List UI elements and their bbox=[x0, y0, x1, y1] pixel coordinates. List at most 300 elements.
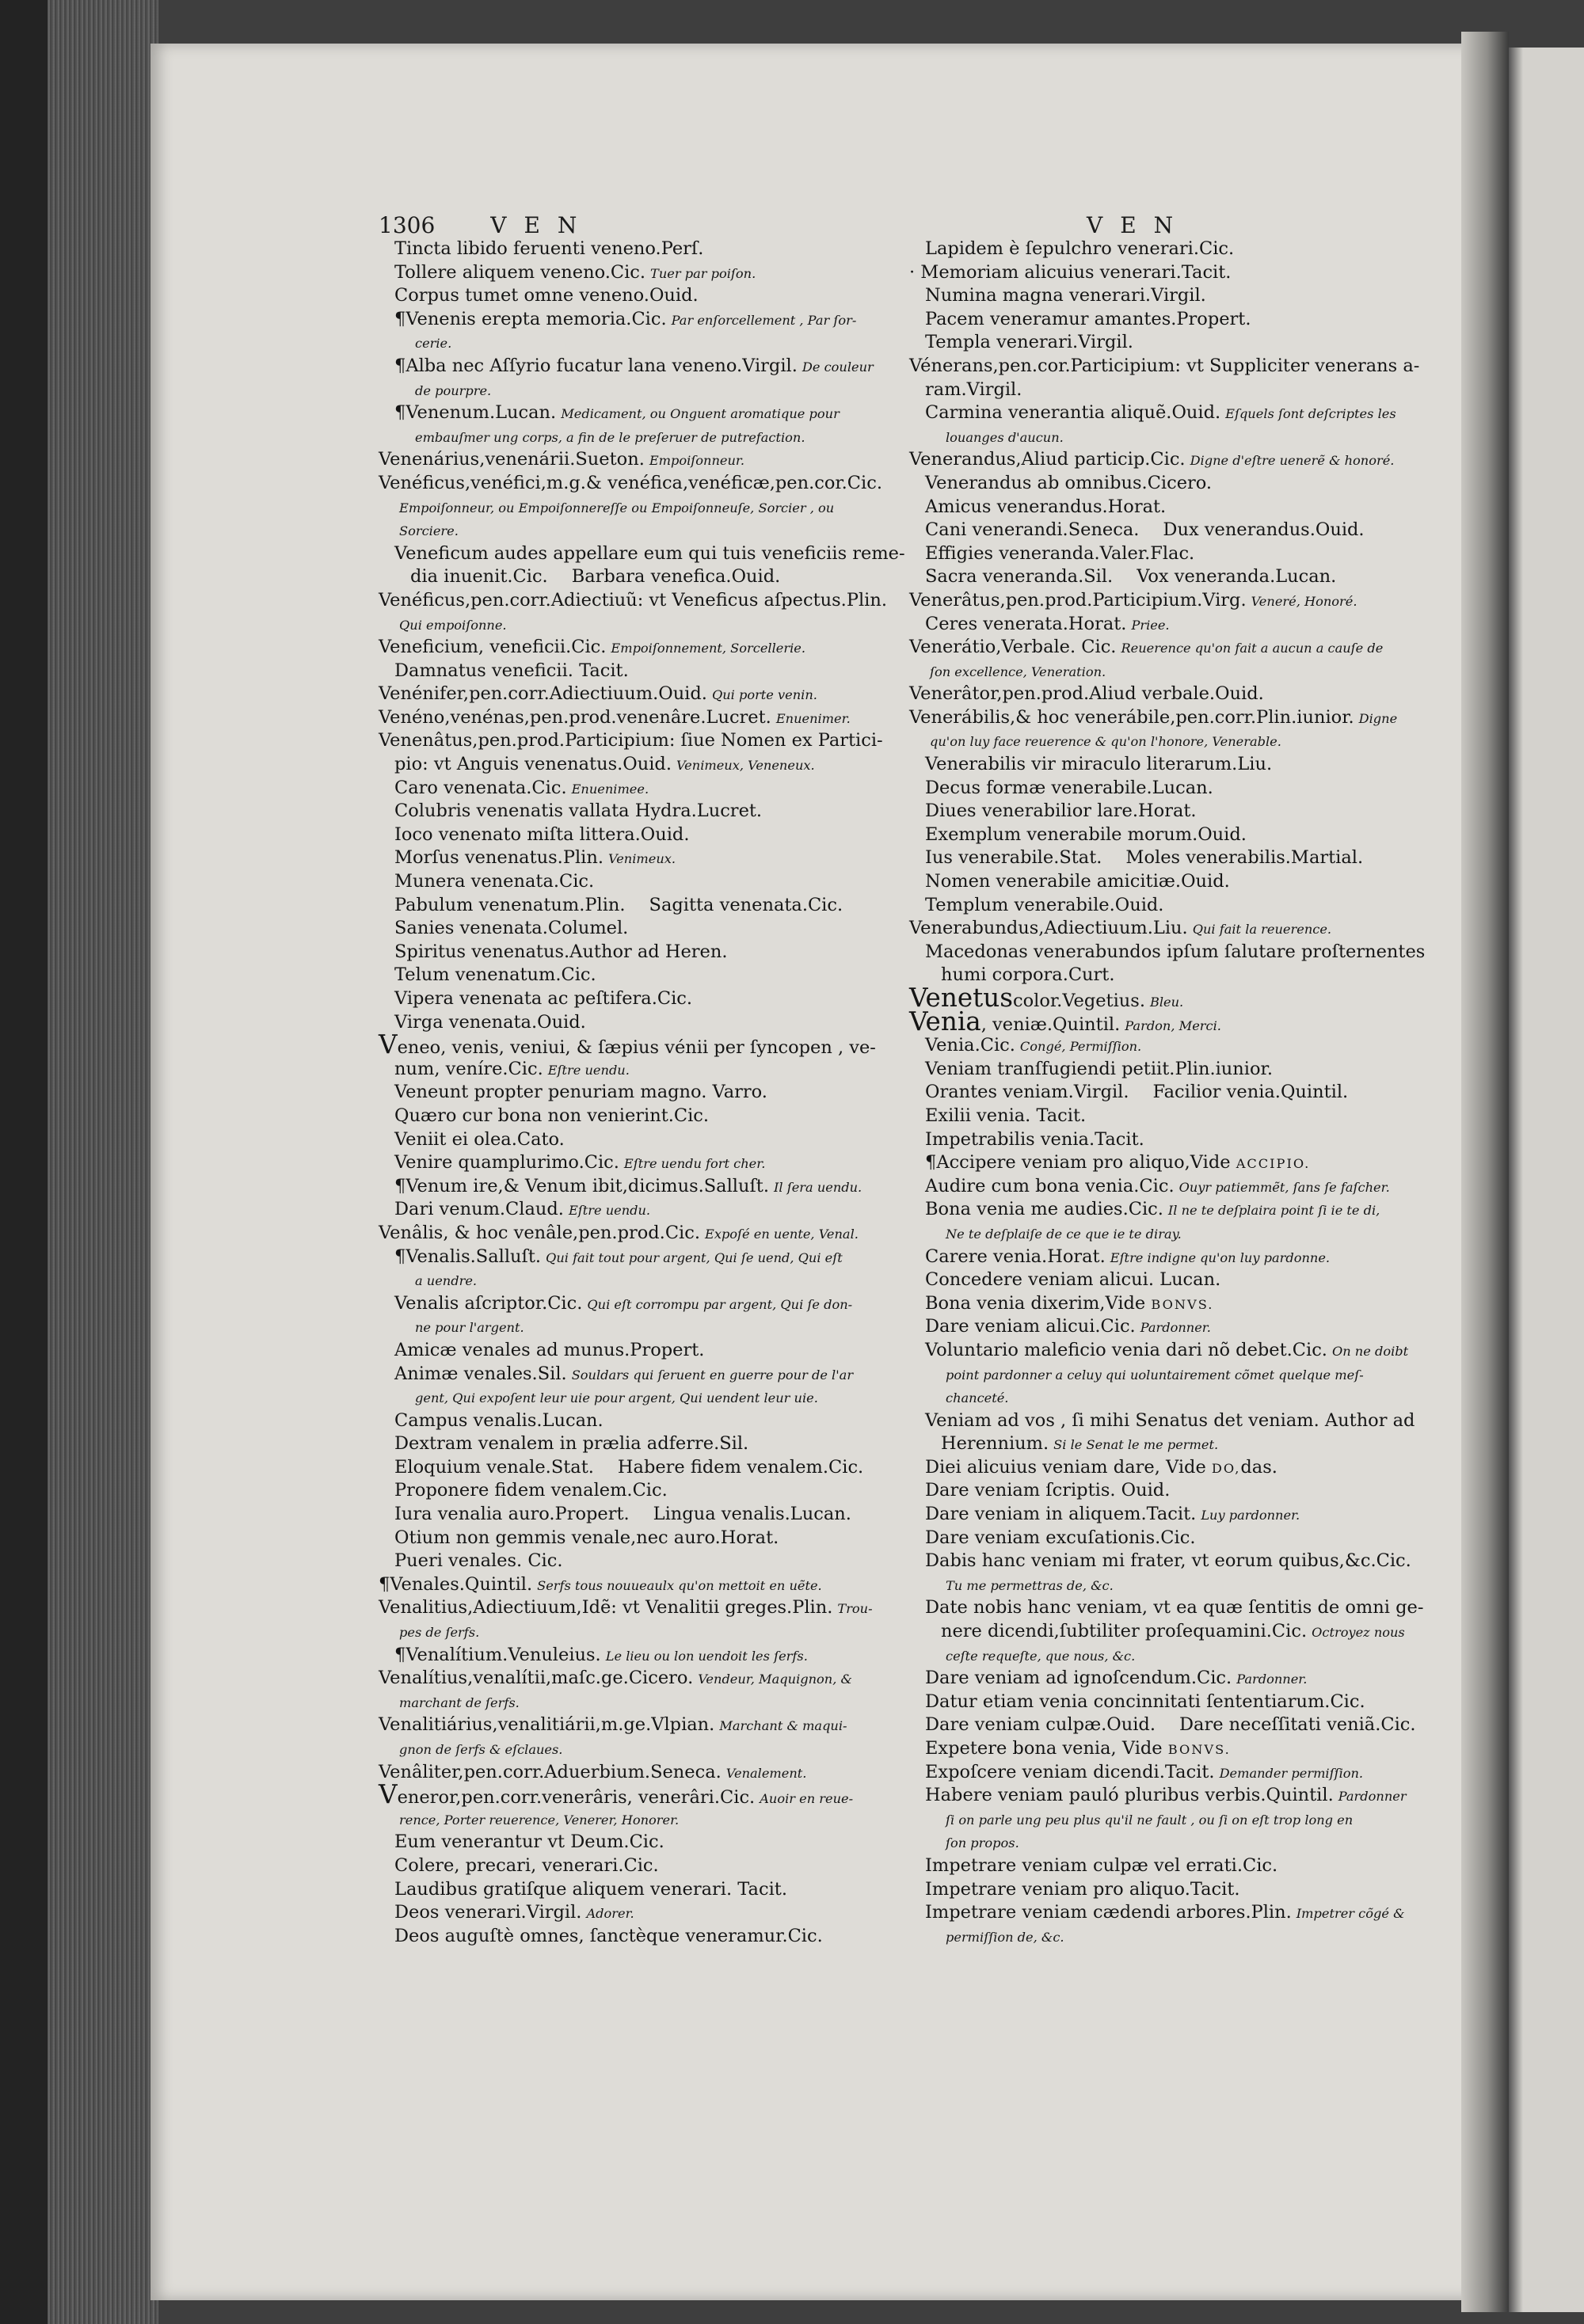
entry-french-gloss: permiſſion de, &c. bbox=[946, 1929, 1064, 1945]
entry-line bbox=[909, 1620, 1440, 1644]
entry-latin: Deos auguſtè omnes, ſanctèque veneramur.Cic. bbox=[394, 1925, 823, 1946]
entry-latin: Diei alicuius veniam dare, Vide bbox=[925, 1456, 1206, 1478]
entry-cross-ref: BONVS. bbox=[1167, 1742, 1231, 1757]
entry-line bbox=[909, 1128, 1440, 1152]
entry-french-gloss: On ne doibt bbox=[1331, 1343, 1409, 1359]
running-head-right-text: VEN bbox=[1087, 212, 1191, 238]
entry-cross-ref: ACCIPIO. bbox=[1236, 1156, 1311, 1172]
entry-line bbox=[909, 1691, 1440, 1714]
entry-line bbox=[379, 1854, 893, 1878]
entry-french-gloss: Il ſera uendu. bbox=[774, 1179, 862, 1195]
entry-latin: Pabulum venenatum.Plin. bbox=[394, 894, 626, 915]
entry-line bbox=[909, 706, 1440, 730]
entry-line bbox=[379, 1292, 893, 1316]
entry-latin: humi corpora.Curt. bbox=[941, 964, 1115, 986]
entry-line bbox=[909, 1386, 1440, 1409]
entry-initial: Venetus bbox=[909, 983, 1013, 1013]
entry-latin: Venalitius,Adiectiuum,Idẽ: vt Venalitii greges.Plin. bbox=[379, 1597, 833, 1618]
entry-line bbox=[909, 1315, 1440, 1339]
entry-line bbox=[379, 1339, 893, 1363]
entry-line bbox=[909, 355, 1440, 378]
entry-line bbox=[379, 1081, 893, 1105]
entry-line bbox=[909, 1175, 1440, 1199]
entry-latin: Dare veniam ad ignoſcendum.Cic. bbox=[925, 1668, 1232, 1689]
running-head-right bbox=[1087, 212, 1190, 238]
entry-line bbox=[909, 1831, 1440, 1854]
entry-latin: Deos venerari.Virgil. bbox=[394, 1902, 582, 1923]
entry-latin: ¶Venalítium.Venuleius. bbox=[394, 1644, 601, 1665]
entry-latin-second: Lingua venalis.Lucan. bbox=[653, 1504, 851, 1525]
entry-french-gloss: Si le Senat le me permet. bbox=[1053, 1437, 1219, 1453]
entry-line bbox=[379, 777, 893, 801]
entry-line bbox=[379, 1691, 893, 1714]
entry-line bbox=[379, 355, 893, 378]
entry-latin: Veniam tranſfugiendi petiit.Plin.iunior. bbox=[925, 1058, 1273, 1079]
entry-french-gloss: Ne te deſplaiſe de ce que ie te diray. bbox=[946, 1226, 1182, 1242]
entry-latin: Vénerans,pen.cor.Participium: vt Suppliciter venerans a- bbox=[909, 355, 1420, 376]
entry-line bbox=[379, 613, 893, 637]
entry-line bbox=[379, 1409, 893, 1433]
entry-latin: Venerandus ab omnibus.Cicero. bbox=[925, 472, 1213, 493]
entry-french-gloss: Pardonner. bbox=[1236, 1672, 1308, 1687]
entry-french-gloss: Sorciere. bbox=[399, 523, 459, 539]
entry-latin: Damnatus veneficii. Tacit. bbox=[394, 660, 629, 681]
entry-line bbox=[379, 1550, 893, 1573]
entry-line bbox=[379, 1808, 893, 1831]
entry-french-gloss: Reuerence qu'on fait a aucun a cauſe de bbox=[1121, 641, 1384, 656]
entry-line bbox=[909, 983, 1440, 1013]
right-column bbox=[909, 238, 1440, 1948]
entry-french-gloss: Digne bbox=[1358, 710, 1398, 726]
entry-french-gloss: point pardonner a celuy qui uoluntairement cõmet quelque meſ- bbox=[946, 1367, 1364, 1383]
entry-latin: color.Vegetius. bbox=[1013, 991, 1145, 1011]
entry-french-gloss: Octroyez nous bbox=[1312, 1625, 1405, 1641]
entry-line bbox=[909, 1292, 1440, 1316]
entry-line bbox=[909, 660, 1440, 683]
entry-latin: Otium non gemmis venale,nec auro.Horat. bbox=[394, 1527, 779, 1548]
entry-latin: Campus venalis.Lucan. bbox=[394, 1409, 604, 1431]
entry-french-gloss: ſi on parle ung peu plus qu'il ne fault , ou ſi on eſt trop long en bbox=[946, 1812, 1354, 1828]
entry-latin: Laudibus gratiſque aliquem venerari. Tacit. bbox=[394, 1878, 787, 1900]
entry-line bbox=[909, 777, 1440, 801]
entry-line bbox=[909, 1667, 1440, 1691]
entry-line bbox=[379, 1222, 893, 1246]
entry-cross-ref: DO, bbox=[1211, 1460, 1241, 1476]
entry-latin: Effigies veneranda.Valer.Flac. bbox=[925, 542, 1195, 564]
entry-line bbox=[909, 1503, 1440, 1527]
entry-line bbox=[909, 496, 1440, 519]
entry-latin: Decus formæ venerabile.Lucan. bbox=[925, 777, 1213, 798]
entry-latin: Date nobis hanc veniam, vt ea quæ ſentitis de omni ge- bbox=[925, 1597, 1424, 1618]
entry-latin: Bona venia me audies.Cic. bbox=[925, 1199, 1163, 1220]
entry-latin-tail: das. bbox=[1240, 1456, 1277, 1478]
entry-french-gloss: Venimeux, Veneneux. bbox=[676, 758, 815, 774]
entry-latin: Venâliter,pen.corr.Aduerbium.Seneca. bbox=[379, 1761, 722, 1782]
entry-latin: Expetere bona venia, Vide bbox=[925, 1738, 1163, 1759]
entry-latin: Proponere fidem venalem.Cic. bbox=[394, 1480, 668, 1501]
entry-latin: Tincta libido feruenti veneno.Perſ. bbox=[394, 238, 704, 259]
entry-latin: Iura venalia auro.Propert. bbox=[394, 1504, 630, 1525]
entry-latin: Dare veniam culpæ.Ouid. bbox=[925, 1714, 1156, 1736]
entry-line bbox=[909, 565, 1440, 589]
entry-line bbox=[379, 565, 893, 589]
entry-cross-ref: BONVS. bbox=[1151, 1296, 1214, 1312]
entry-line bbox=[379, 1128, 893, 1152]
entry-line bbox=[909, 1058, 1440, 1082]
entry-latin: Amicæ venales ad munus.Propert. bbox=[394, 1339, 705, 1360]
entry-latin: Munera venenata.Cic. bbox=[394, 871, 595, 892]
entry-line bbox=[909, 753, 1440, 777]
entry-latin: Eloquium venale.Stat. bbox=[394, 1456, 594, 1478]
entry-line bbox=[379, 1644, 893, 1668]
entry-french-gloss: Venalement. bbox=[725, 1765, 807, 1781]
entry-french-gloss: qu'on luy face reuerence & qu'on l'honore, Venerable. bbox=[930, 734, 1281, 750]
entry-latin: Animæ venales.Sil. bbox=[394, 1363, 567, 1384]
entry-line bbox=[909, 238, 1440, 261]
entry-latin: Dare veniam ſcriptis. Ouid. bbox=[925, 1480, 1171, 1501]
entry-latin: Venerátio,Verbale. Cic. bbox=[909, 637, 1117, 658]
entry-french-gloss: Souldars qui ſeruent en guerre pour de l'ar bbox=[571, 1367, 854, 1383]
entry-latin: Corpus tumet omne veneno.Ouid. bbox=[394, 285, 699, 306]
entry-latin: Concedere veniam alicui. Lucan. bbox=[925, 1269, 1221, 1291]
entry-french-gloss: louanges d'aucun. bbox=[946, 429, 1064, 445]
entry-latin: Veneficum audes appellare eum qui tuis veneficiis reme- bbox=[394, 542, 905, 564]
entry-line bbox=[379, 1761, 893, 1785]
entry-latin: Venerabilis vir miraculo literarum.Liu. bbox=[925, 754, 1273, 775]
entry-french-gloss: ne pour l'argent. bbox=[415, 1320, 524, 1336]
entry-french-gloss: Venimeux. bbox=[608, 851, 676, 867]
entry-line bbox=[909, 1527, 1440, 1550]
entry-latin: Dare veniam alicui.Cic. bbox=[925, 1316, 1136, 1337]
entry-latin-second: Dare neceſſitati veniã.Cic. bbox=[1178, 1714, 1416, 1736]
entry-line bbox=[909, 1784, 1440, 1808]
entry-french-gloss: embauſmer ung corps, a fin de le preſeruer de putrefaction. bbox=[415, 429, 805, 445]
entry-latin: Venéficus,venéfici,m.g.& venéfica,venéficæ,pen.cor.Cic. bbox=[379, 472, 882, 493]
entry-latin: Eum venerantur vt Deum.Cic. bbox=[394, 1831, 664, 1853]
entry-line bbox=[909, 683, 1440, 706]
entry-latin-second: Moles venerabilis.Martial. bbox=[1125, 847, 1364, 869]
entry-line bbox=[379, 378, 893, 402]
entry-french-gloss: Tu me permettras de, &c. bbox=[946, 1577, 1114, 1593]
entry-french-gloss: Empoiſonnement, Sorcellerie. bbox=[611, 641, 805, 656]
entry-line bbox=[379, 308, 893, 332]
entry-line bbox=[909, 846, 1440, 870]
entry-line bbox=[379, 1901, 893, 1925]
entry-line bbox=[909, 1737, 1440, 1761]
entry-line bbox=[379, 1029, 893, 1060]
entry-latin: Venéno,venénas,pen.prod.venenâre.Lucret. bbox=[379, 706, 771, 728]
entry-latin: , veniæ.Quintil. bbox=[980, 1014, 1121, 1035]
entry-french-gloss: Qui fait la reuerence. bbox=[1192, 922, 1332, 938]
entry-french-gloss: Bleu. bbox=[1149, 995, 1184, 1010]
entry-latin: Ceres venerata.Horat. bbox=[925, 613, 1127, 634]
book-edge-left bbox=[0, 0, 158, 2324]
entry-latin: Virga venenata.Ouid. bbox=[394, 1011, 586, 1033]
entry-latin: dia inuenit.Cic. bbox=[410, 566, 548, 588]
entry-latin: Veniam ad vos , ſi mihi Senatus det veniam. Author ad bbox=[925, 1409, 1415, 1431]
entry-latin: Pueri venales. Cic. bbox=[394, 1550, 563, 1572]
entry-french-gloss: Enuenimee. bbox=[571, 781, 649, 797]
entry-line bbox=[909, 870, 1440, 894]
entry-latin: Dare veniam in aliquem.Tacit. bbox=[925, 1504, 1197, 1525]
entry-latin: Macedonas venerabundos ipſum ſalutare proſternentes bbox=[925, 941, 1426, 962]
entry-latin: Amicus venerandus.Horat. bbox=[925, 496, 1167, 517]
entry-latin: Venerâtus,pen.prod.Participium.Virg. bbox=[909, 589, 1247, 610]
entry-latin: Dare veniam excuſationis.Cic. bbox=[925, 1527, 1196, 1548]
entry-line bbox=[909, 308, 1440, 332]
entry-latin-second: Vox veneranda.Lucan. bbox=[1137, 566, 1337, 588]
entry-line bbox=[909, 448, 1440, 472]
entry-french-gloss: Par enſorcellement , Par ſor- bbox=[671, 312, 857, 328]
entry-line bbox=[909, 519, 1440, 542]
entry-french-gloss: ceſte requeſte, que nous, &c. bbox=[946, 1648, 1136, 1664]
entry-latin: Herennium. bbox=[941, 1433, 1049, 1455]
entry-french-gloss: ſon excellence, Veneration. bbox=[930, 664, 1106, 679]
entry-latin: Templum venerabile.Ouid. bbox=[925, 894, 1164, 915]
entry-french-gloss: Ouyr patiemmẽt, ſans ſe faſcher. bbox=[1178, 1179, 1390, 1195]
entry-line bbox=[379, 941, 893, 964]
entry-line bbox=[379, 1058, 893, 1082]
entry-latin: Ius venerabile.Stat. bbox=[925, 847, 1102, 869]
entry-line bbox=[379, 846, 893, 870]
entry-line bbox=[909, 1034, 1440, 1058]
entry-latin: Venenâtus,pen.prod.Participium: ſiue Nomen ex Partici- bbox=[379, 730, 883, 751]
entry-line bbox=[379, 1198, 893, 1222]
entry-line bbox=[909, 331, 1440, 355]
entry-french-gloss: Medicament, ou Onguent aromatique pour bbox=[561, 406, 840, 422]
entry-latin: Venâlis, & hoc venâle,pen.prod.Cic. bbox=[379, 1222, 700, 1243]
entry-french-gloss: Luy pardonner. bbox=[1201, 1508, 1300, 1523]
entry-line bbox=[379, 261, 893, 285]
entry-line bbox=[379, 1573, 893, 1597]
entry-french-gloss: gnon de ſerfs & eſclaues. bbox=[399, 1742, 563, 1757]
entry-line bbox=[909, 1151, 1440, 1175]
entry-line bbox=[379, 1596, 893, 1620]
entry-french-gloss: Veneré, Honoré. bbox=[1251, 593, 1357, 609]
entry-latin: Vipera venenata ac peſtifera.Cic. bbox=[394, 988, 693, 1009]
entry-line bbox=[379, 1175, 893, 1199]
entry-line bbox=[379, 542, 905, 566]
entry-latin: Caro venenata.Cic. bbox=[394, 777, 567, 798]
entry-latin: Ioco venenato miſta littera.Ouid. bbox=[394, 823, 690, 845]
entry-line bbox=[909, 1198, 1440, 1222]
entry-french-gloss: marchant de ſerfs. bbox=[399, 1695, 520, 1710]
entry-line bbox=[909, 1644, 1440, 1668]
entry-line bbox=[379, 660, 893, 683]
entry-french-gloss: Empoiſonneur. bbox=[649, 453, 744, 469]
entry-line bbox=[379, 1315, 893, 1339]
entry-line bbox=[909, 378, 1440, 402]
next-page-edge bbox=[1509, 48, 1584, 2312]
entry-latin: ram.Virgil. bbox=[925, 378, 1022, 400]
entry-line bbox=[379, 1714, 893, 1737]
entry-latin: Cani venerandi.Seneca. bbox=[925, 519, 1140, 541]
entry-latin: eneror,pen.corr.venerâris, venerâri.Cic. bbox=[397, 1787, 756, 1809]
entry-latin: Venénifer,pen.corr.Adiectiuum.Ouid. bbox=[379, 683, 707, 705]
entry-line bbox=[909, 472, 1440, 496]
entry-latin: ¶Venenum.Lucan. bbox=[394, 402, 557, 424]
entry-line bbox=[379, 1620, 893, 1644]
entry-french-gloss: Eſtre uendu. bbox=[547, 1062, 630, 1078]
entry-line bbox=[379, 964, 893, 987]
entry-latin: Venalitiárius,venalitiárii,m.ge.Vlpian. bbox=[379, 1714, 715, 1736]
entry-line bbox=[909, 636, 1440, 660]
entry-line bbox=[909, 1432, 1440, 1456]
entry-latin: Venalis aſcriptor.Cic. bbox=[394, 1292, 583, 1314]
entry-french-gloss: gent, Qui expoſent leur uie pour argent, Qui uendent leur uie. bbox=[415, 1390, 818, 1406]
entry-line bbox=[909, 1222, 1440, 1246]
entry-french-gloss: Pardonner bbox=[1338, 1789, 1407, 1805]
entry-initial: V bbox=[379, 1779, 398, 1810]
entry-latin: Morſus venenatus.Plin. bbox=[394, 847, 604, 869]
entry-line bbox=[379, 1737, 893, 1761]
entry-line bbox=[909, 1081, 1440, 1105]
book-gutter bbox=[1461, 32, 1509, 2312]
entry-line bbox=[379, 401, 893, 425]
entry-line bbox=[379, 987, 893, 1011]
entry-line bbox=[379, 1269, 893, 1292]
entry-latin: Venerâtor,pen.prod.Aliud verbale.Ouid. bbox=[909, 683, 1264, 705]
entry-french-gloss: de pourpre. bbox=[415, 382, 492, 398]
entry-latin: ¶Accipere veniam pro aliquo,Vide bbox=[925, 1152, 1231, 1173]
entry-line bbox=[909, 1550, 1440, 1573]
entry-french-gloss: Congé, Permiſſion. bbox=[1019, 1039, 1142, 1055]
entry-latin: Diues venerabilior lare.Horat. bbox=[925, 801, 1197, 822]
entry-line bbox=[379, 1011, 893, 1035]
entry-line bbox=[909, 894, 1440, 918]
entry-latin: Quæro cur bona non venierint.Cic. bbox=[394, 1105, 710, 1126]
entry-line bbox=[379, 823, 893, 847]
entry-french-gloss: Demander permiſſion. bbox=[1219, 1765, 1364, 1781]
entry-french-gloss: Qui fait tout pour argent, Qui ſe uend, Qui eſt bbox=[546, 1249, 843, 1265]
entry-latin: Telum venenatum.Cic. bbox=[394, 964, 596, 986]
entry-line bbox=[379, 331, 893, 355]
entry-line bbox=[909, 823, 1440, 847]
entry-line bbox=[909, 613, 1440, 637]
entry-french-gloss: Serfs tous nouueaulx qu'on mettoit en uẽte. bbox=[537, 1577, 822, 1593]
entry-latin-second: Barbara venefica.Ouid. bbox=[571, 566, 781, 588]
entry-line bbox=[379, 894, 893, 918]
entry-line bbox=[379, 683, 893, 706]
entry-french-gloss: Impetrer cõgé & bbox=[1296, 1906, 1405, 1922]
entry-line bbox=[379, 706, 893, 730]
entry-line bbox=[379, 1456, 893, 1480]
entry-latin: num, veníre.Cic. bbox=[394, 1058, 543, 1079]
entry-french-gloss: ſon propos. bbox=[946, 1835, 1019, 1851]
entry-line bbox=[379, 425, 893, 449]
entry-french-gloss: Adorer. bbox=[586, 1906, 634, 1922]
entry-line bbox=[909, 917, 1440, 941]
entry-initial: Venia bbox=[909, 1006, 981, 1036]
entry-latin: Sanies venenata.Columel. bbox=[394, 918, 629, 939]
entry-french-gloss: rence, Porter reuerence, Venerer, Honorer. bbox=[399, 1812, 680, 1828]
entry-latin: Sacra veneranda.Sil. bbox=[925, 566, 1114, 588]
entry-french-gloss: Enuenimer. bbox=[775, 710, 851, 726]
entry-line bbox=[909, 1573, 1440, 1597]
entry-french-gloss: Qui empoiſonne. bbox=[399, 617, 507, 633]
entry-latin: Exilii venia. Tacit. bbox=[925, 1105, 1087, 1126]
entry-line bbox=[379, 636, 893, 660]
entry-latin: ¶Venales.Quintil. bbox=[379, 1573, 533, 1595]
entry-latin: ¶Venalis.Salluſt. bbox=[394, 1246, 542, 1267]
entry-french-gloss: Eſquels ſont deſcriptes les bbox=[1225, 406, 1396, 422]
entry-latin: Datur etiam venia concinnitati ſententiarum.Cic. bbox=[925, 1691, 1365, 1712]
entry-line bbox=[379, 1667, 893, 1691]
entry-french-gloss: chanceté. bbox=[946, 1390, 1009, 1406]
entry-latin: Impetrare veniam cædendi arbores.Plin. bbox=[925, 1902, 1292, 1923]
entry-line bbox=[909, 1409, 1440, 1433]
entry-latin: Venéficus,pen.corr.Adiectiuũ: vt Veneficus aſpectus.Plin. bbox=[379, 589, 887, 610]
entry-line bbox=[909, 1339, 1440, 1363]
entry-line bbox=[379, 753, 893, 777]
entry-latin: pio: vt Anguis venenatus.Ouid. bbox=[394, 754, 672, 775]
entry-line bbox=[379, 1432, 893, 1456]
entry-latin: Veniit ei olea.Cato. bbox=[394, 1128, 565, 1150]
entry-latin: ¶Alba nec Aſſyrio fucatur lana veneno.Virgil. bbox=[394, 355, 798, 376]
entry-line bbox=[909, 1105, 1440, 1128]
entry-latin: Spiritus venenatus.Author ad Heren. bbox=[394, 941, 728, 962]
page-number: 1306 bbox=[379, 212, 436, 238]
entry-line bbox=[379, 238, 893, 261]
entry-line bbox=[909, 1456, 1440, 1480]
entry-line bbox=[379, 729, 893, 753]
entry-latin: Venia.Cic. bbox=[925, 1035, 1015, 1056]
entry-latin: Habere veniam pauló pluribus verbis.Quintil. bbox=[925, 1785, 1334, 1806]
entry-latin: Venerandus,Aliud particip.Cic. bbox=[909, 449, 1186, 470]
entry-line bbox=[379, 870, 893, 894]
entry-latin: Impetrabilis venia.Tacit. bbox=[925, 1128, 1144, 1150]
entry-latin: Venenárius,venenárii.Sueton. bbox=[379, 449, 645, 470]
entry-line bbox=[909, 1714, 1440, 1737]
entry-line bbox=[909, 401, 1440, 425]
entry-latin: Venerabundus,Adiectiuum.Liu. bbox=[909, 918, 1188, 939]
entry-latin: Venerábilis,& hoc venerábile,pen.corr.Plin.iunior. bbox=[909, 706, 1354, 728]
entry-french-gloss: Priee. bbox=[1131, 617, 1170, 633]
entry-latin-second: Habere fidem venalem.Cic. bbox=[617, 1456, 864, 1478]
entry-line bbox=[909, 261, 1440, 285]
running-head-left-text: VEN bbox=[490, 212, 595, 238]
entry-french-gloss: Empoiſonneur, ou Empoiſonnereſſe ou Empoiſonneuſe, Sorcier , ou bbox=[399, 500, 835, 515]
entry-french-gloss: Qui eſt corrompu par argent, Qui ſe don- bbox=[587, 1296, 853, 1312]
entry-latin: Expoſcere veniam dicendi.Tacit. bbox=[925, 1761, 1215, 1782]
entry-line bbox=[379, 1527, 893, 1550]
entry-line bbox=[379, 1386, 893, 1409]
entry-latin: ¶Venenis erepta memoria.Cic. bbox=[394, 308, 667, 329]
entry-line bbox=[909, 800, 1440, 823]
left-column bbox=[379, 238, 905, 1948]
entry-line bbox=[909, 1808, 1440, 1831]
entry-line bbox=[909, 284, 1440, 308]
entry-latin: Venalítius,venalítii,maſc.ge.Cicero. bbox=[379, 1668, 694, 1689]
entry-line bbox=[909, 542, 1440, 566]
entry-line bbox=[909, 1878, 1440, 1902]
entry-line bbox=[909, 425, 1440, 449]
entry-line bbox=[379, 1363, 893, 1386]
entry-line bbox=[379, 472, 893, 496]
entry-latin: Pacem veneramur amantes.Propert. bbox=[925, 308, 1251, 329]
entry-latin: Voluntario maleficio venia dari nõ debet.Cic. bbox=[925, 1339, 1327, 1360]
entry-line bbox=[909, 941, 1440, 964]
entry-latin: Lapidem è ſepulchro venerari.Cic. bbox=[925, 238, 1235, 259]
entry-line bbox=[379, 1246, 893, 1269]
entry-line bbox=[379, 800, 893, 823]
entry-latin: · Memoriam alicuius venerari.Tacit. bbox=[909, 261, 1232, 283]
entry-french-gloss: Digne d'eſtre uenerẽ & honoré. bbox=[1190, 453, 1395, 469]
entry-line bbox=[379, 284, 893, 308]
entry-french-gloss: Pardonner. bbox=[1140, 1320, 1211, 1336]
entry-latin: Impetrare veniam pro aliquo.Tacit. bbox=[925, 1878, 1240, 1900]
entry-line bbox=[909, 1901, 1440, 1925]
